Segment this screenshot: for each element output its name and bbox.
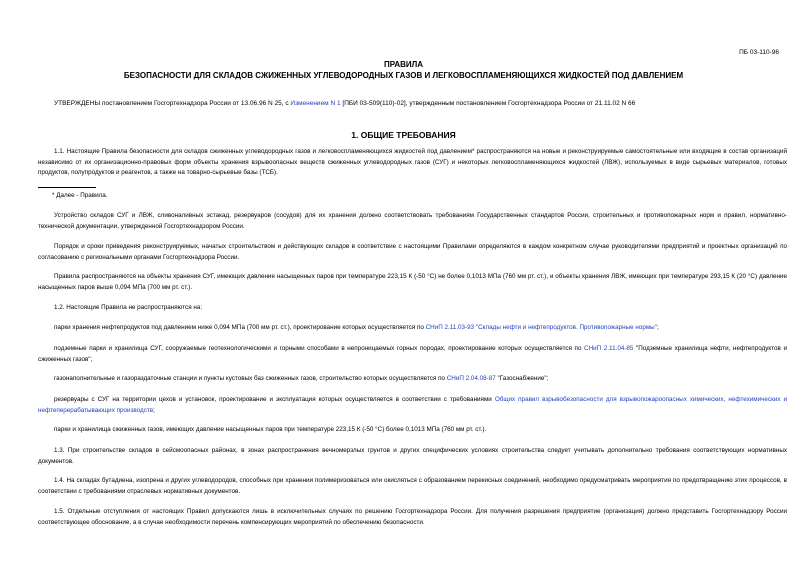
list-item-reservoirs-post: ; <box>153 406 155 414</box>
list-item-underground <box>38 344 787 365</box>
snip-2-11-03-93-link[interactable]: СНиП 2.11.03-93 "Склады нефти и нефтепродуктов. Противопожарные нормы" <box>425 324 657 331</box>
list-item-reservoirs <box>38 395 787 416</box>
document-code: ПБ 03-110-96 <box>739 49 779 56</box>
approval-text-post: [ПБИ 03-509(110)-02], утвержденным постановлением Госгортехнадзора России от 21.11.02 N 66 <box>340 100 636 107</box>
paragraph-scope: Правила распространяются на объекты хранения СУГ, имеющих давление насыщенных паров при температуре 223,15 К (-50 °С) не более 0,1013 МПа (760 мм рт. ст.), и объекты хранения ЛВЖ, имеющих при температуре 293,15 К (20 °С) давление насыщенных паров выше 0,094 МПа (700 мм рт. ст.). <box>38 273 787 291</box>
list-item-gas-post: "Газоснабжение"; <box>495 375 549 382</box>
document-title: ПРАВИЛА <box>383 60 424 69</box>
list-item-oil <box>38 323 787 334</box>
amendment-link[interactable]: Изменением N 1 <box>290 100 341 107</box>
footnote: * Далее - Правила. <box>52 192 108 199</box>
paragraph-1-3: 1.3. При строительстве складов в сейсмоопасных районах, в зонах распространения вечномерзлых грунтов и других специфических условиях строительства следует учитывать дополнительно требования соответствующих нормативных документов. <box>38 447 787 465</box>
list-item-underground-pre: подземные парки и хранилища СУГ, сооружаемые геотехнологическими и горными способами в непроницаемых горных породах, проектирование которых осуществляется по <box>54 345 585 352</box>
list-item-reservoirs-pre: резервуары с СУГ на территории цехов и установок, проектирование и эксплуатация которых осуществляется в соответствии с требованиями <box>54 396 495 403</box>
list-item-underground-post: "Подземные хранилища нефти, нефтепродуктов и сжиженных газов"; <box>38 345 787 363</box>
approval-note <box>54 100 787 107</box>
snip-2-11-04-85-link[interactable]: СНиП 2.11.04-85 <box>584 345 634 352</box>
paragraph-1-2: 1.2. Настоящие Правила не распространяются на: <box>54 304 203 311</box>
list-item-oil-pre: парки хранения нефтепродуктов под давлением ниже 0,094 МПа (700 мм рт. ст.), проектирование которых осуществляется по <box>54 324 426 331</box>
paragraph-1-5: 1.5. Отдельные отступления от настоящих Правил допускаются лишь в исключительных случаях по решению Госгортехнадзора России. Для получения разрешения предприятие (организация) должно представить Госгортехнадзору России соответствующее обоснование, а в случае необходимости перечень компенсирующих мероприятий по обеспечению безопасности. <box>38 508 787 526</box>
section-heading: 1. ОБЩИЕ ТРЕБОВАНИЯ <box>351 130 456 140</box>
list-item-gas-pre: газонаполнительные и газораздаточные станции и пункты кустовых баз сжиженных газов, строительство которых осуществляется по <box>54 375 447 382</box>
approval-text-pre: УТВЕРЖДЕНЫ постановлением Госгортехнадзора России от 13.06.96 N 25, с <box>54 100 291 107</box>
list-item-oil-post: ; <box>656 324 659 331</box>
paragraph-device: Устройство складов СУГ и ЛВЖ, сливоналивных эстакад, резервуаров (сосудов) для их хранения должно соответствовать требованиям Государственных стандартов России, строительных и противопожарных норм и правил, нормативно-технической документации, утвержденной Госгортехнадзором России. <box>38 212 787 230</box>
snip-2-04-08-87-link[interactable]: СНиП 2.04.08-87 <box>446 375 496 382</box>
list-item-gas <box>38 374 787 385</box>
paragraph-1-4: 1.4. На складах бутадиена, изопрена и других углеводородов, способных при хранении полимеризоваться или окисляться с образованием перекисных соединений, необходимо предусматривать мероприятия по предотвращению этих процессов, в соответствии с требованиями отраслевых нормативных документов. <box>38 477 787 495</box>
explosion-safety-rules-link[interactable]: Общих правил взрывобезопасности для взрывопожароопасных химических, нефтехимических и нефтеперерабатывающих производств <box>38 396 788 414</box>
paragraph-1-1: 1.1. Настоящие Правила безопасности для складов сжиженных углеводородных газов и легковоспламеняющихся жидкостей под давлением* распространяются на новые и реконструируемые самостоятельные или входящие в состав организаций независимо от их организационно-правовых форм объекты хранения взрывоопасных веществ сжиженных углеводородных газов (СУГ) и некоторых легковоспламеняющихся жидкостей (ЛВЖ), используемых в виде сырьевых материалов, готовых продуктов, полупродуктов и реагентов, а также на товарно-сырьевые базы (ТСБ). <box>38 148 787 176</box>
footnote-divider <box>38 187 96 188</box>
list-item-parks: парки и хранилища сжиженных газов, имеющих давление насыщенных паров при температуре 223,15 К (-50 °С) более 0,1013 МПа (760 мм рт. ст.). <box>54 426 487 433</box>
paragraph-order: Порядок и сроки приведения реконструируемых, начатых строительством и действующих складов в соответствие с настоящими Правилами определяются в каждом конкретном случае руководителями предприятий и проектных организаций по согласованию с региональными органами Госгортехнадзора России. <box>38 243 787 261</box>
document-subtitle: БЕЗОПАСНОСТИ ДЛЯ СКЛАДОВ СЖИЖЕННЫХ УГЛЕВОДОРОДНЫХ ГАЗОВ И ЛЕГКОВОСПЛАМЕНЯЮЩИХСЯ ЖИДКОСТЕЙ ПОД ДАВЛЕНИЕМ <box>123 71 684 80</box>
